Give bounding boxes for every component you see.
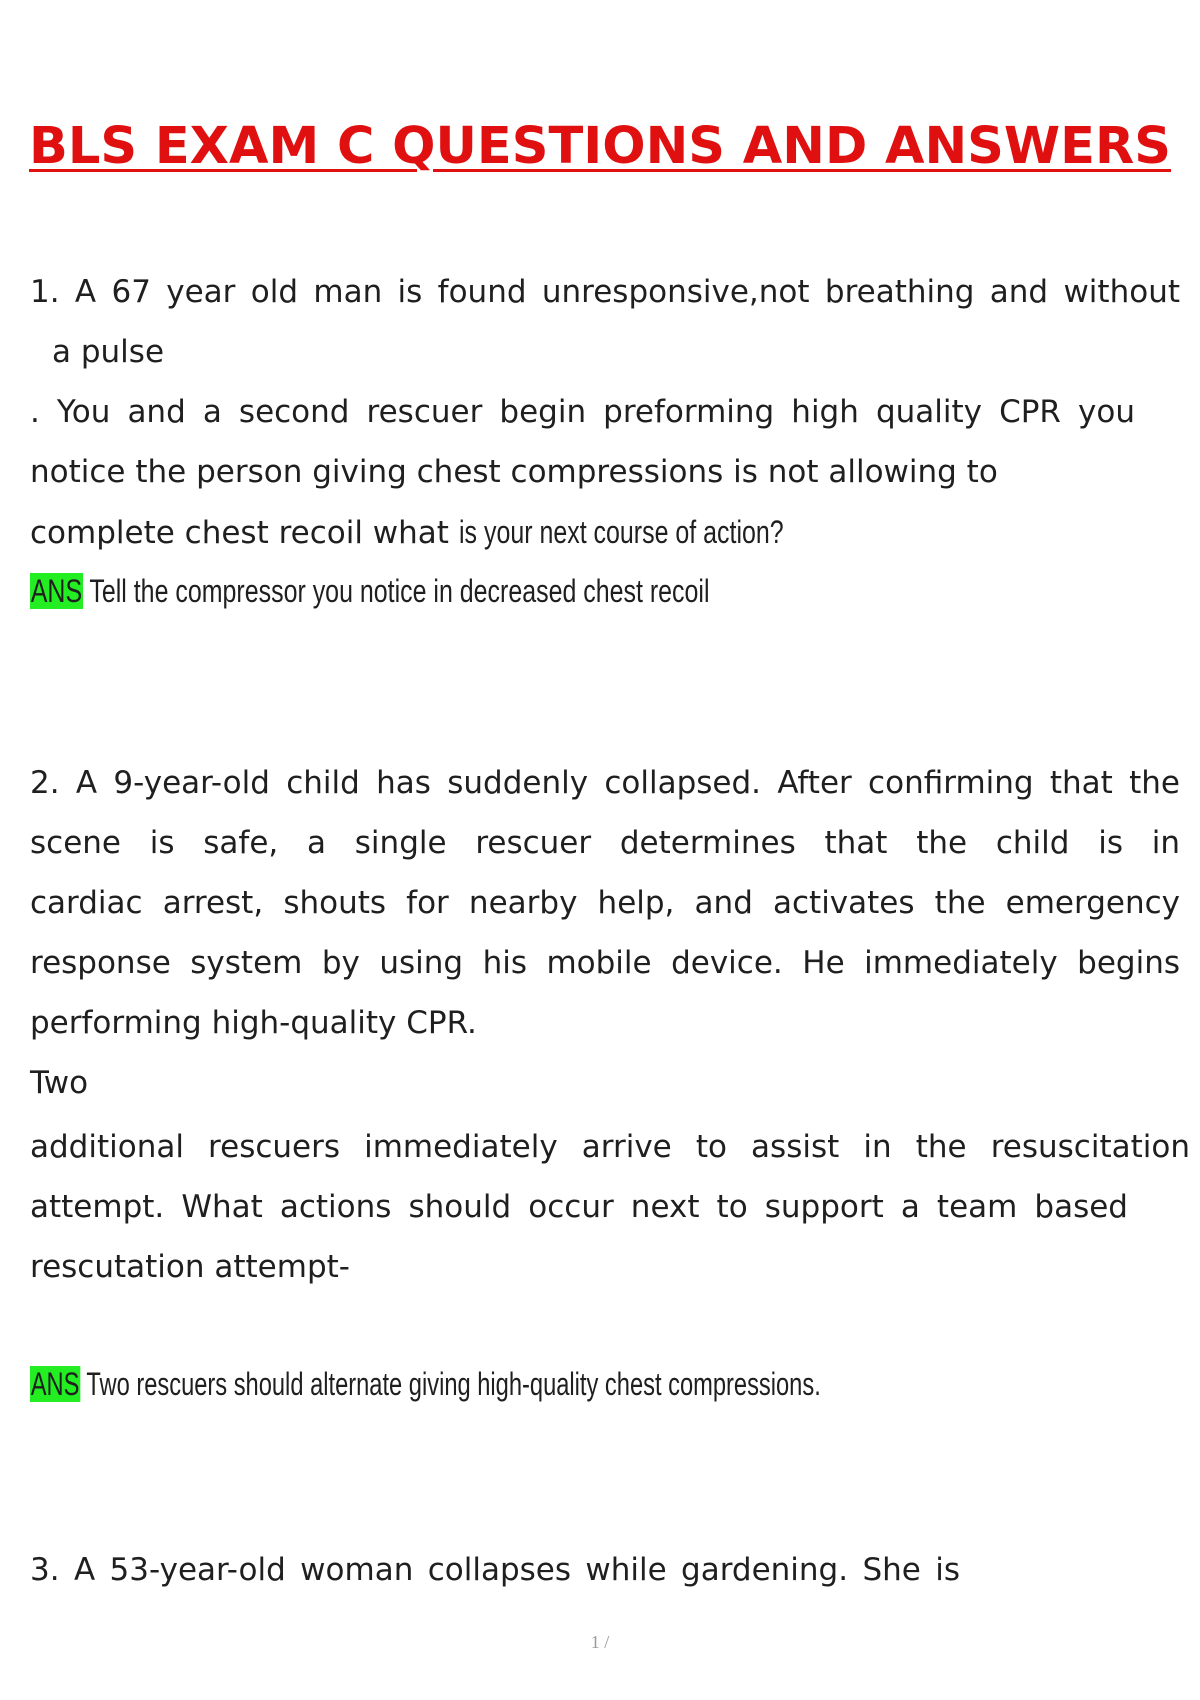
question-2-line-4: response system by using his mobile device. He immediately begins [30,945,1180,981]
question-1-line-1: 1. A 67 year old man is found unresponsive,not breathing and without [30,274,1180,310]
question-1-line-5-text: complete chest recoil what [30,515,449,551]
question-2-line-7: additional rescuers immediately arrive to assist in the resuscitation [30,1129,1190,1165]
question-2-line-8: attempt. What actions should occur next to support a team based [30,1189,1128,1225]
question-2-line-3: cardiac arrest, shouts for nearby help, and activates the emergency [30,885,1180,921]
question-1-line-5 [30,512,875,553]
question-2-line-5: performing high-quality CPR. [30,1005,477,1041]
question-1-line-4: notice the person giving chest compressions is not allowing to [30,454,998,490]
question-1-line-5-condensed: is your next course of action? [458,514,784,550]
answer-1-tag: ANS [30,573,83,609]
answer-2-tag: ANS [30,1366,80,1402]
answer-2-text: Two rescuers should alternate giving high-quality chest compressions. [86,1366,821,1402]
question-1-line-3: . You and a second rescuer begin preforming high quality CPR you [30,394,1135,430]
question-2-line-6: Two [30,1065,89,1101]
page-number: 1 / [590,1632,610,1652]
answer-1-text: Tell the compressor you notice in decreased chest recoil [89,573,710,609]
question-2-line-2: scene is safe, a single rescuer determines that the child is in [30,825,1180,861]
question-2-line-1: 2. A 9-year-old child has suddenly collapsed. After confirming that the [30,765,1180,801]
document-title: BLS EXAM C QUESTIONS AND ANSWERS [28,117,1172,176]
answer-2 [30,1364,1099,1404]
question-3-line-1: 3. A 53-year-old woman collapses while gardening. She is [30,1552,960,1588]
question-1-line-2: a pulse [52,334,165,370]
answer-1 [30,571,901,611]
question-2-line-9: rescutation attempt- [30,1249,350,1285]
